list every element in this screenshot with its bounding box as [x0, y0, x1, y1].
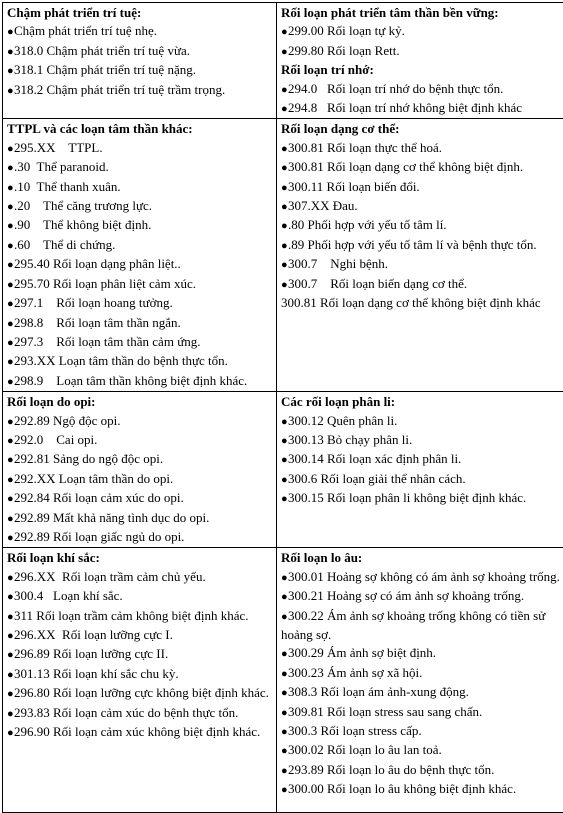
bullet-icon: ●: [7, 295, 14, 313]
list-item: [281, 683, 563, 702]
bullet-icon: ●: [281, 569, 288, 587]
bullet-icon: ●: [281, 608, 288, 626]
list-item-text: 307.XX Đau.: [288, 198, 358, 213]
list-item: [7, 665, 272, 684]
list-item: [7, 626, 272, 645]
list-item: [281, 741, 563, 760]
list-item: [281, 275, 563, 294]
bullet-icon: ●: [281, 490, 288, 508]
list-item-text: 294.8 Rối loạn trí nhớ không biệt định khác: [288, 100, 522, 115]
list-item: [7, 22, 272, 41]
list-item: [7, 704, 272, 723]
bullet-icon: ●: [281, 413, 288, 431]
bullet-icon: ●: [7, 471, 14, 489]
list-item: [281, 294, 563, 312]
bullet-icon: ●: [7, 510, 14, 528]
category-cell-right: [277, 3, 563, 119]
bullet-icon: ●: [281, 742, 288, 760]
bullet-icon: ●: [281, 432, 288, 450]
bullet-icon: ●: [281, 723, 288, 741]
list-item: [281, 236, 563, 255]
bullet-icon: ●: [281, 159, 288, 177]
list-item-text: 292.84 Rối loạn cảm xúc do opi.: [14, 490, 184, 505]
section-title: Rối loạn khí sắc:: [7, 549, 272, 567]
bullet-icon: ●: [281, 762, 288, 780]
list-item-text: 300.81 Rối loạn dạng cơ thể không biệt định.: [288, 159, 523, 174]
list-item: [281, 703, 563, 722]
list-item-text: 300.22 Ám ảnh sợ khoảng trống không có tiền sử hoảng sợ.: [281, 608, 549, 642]
list-item: [7, 178, 272, 197]
list-item: [281, 431, 563, 450]
list-item: [7, 294, 272, 313]
list-item: [7, 372, 272, 391]
list-item: [7, 333, 272, 352]
list-item: [7, 139, 272, 158]
list-item: [281, 568, 563, 587]
list-item: [7, 568, 272, 587]
bullet-icon: ●: [7, 569, 14, 587]
bullet-icon: ●: [281, 588, 288, 606]
list-item-text: 293.83 Rối loạn cảm xúc do bệnh thực tổn.: [14, 705, 238, 720]
bullet-icon: ●: [7, 724, 14, 742]
list-item: [281, 80, 563, 99]
bullet-icon: ●: [7, 23, 14, 41]
list-item-text: 300.23 Ám ảnh sợ xã hội.: [288, 665, 422, 680]
bullet-icon: ●: [281, 276, 288, 294]
list-item: [7, 645, 272, 664]
list-item-text: 300.81 Rối loạn thực thể hoá.: [288, 140, 442, 155]
list-item: [281, 607, 563, 645]
list-item-text: 292.89 Ngộ độc opi.: [14, 413, 121, 428]
list-item-text: .89 Phối hợp với yếu tố tâm lí và bệnh thực tổn.: [288, 237, 537, 252]
list-item: [281, 644, 563, 663]
bullet-icon: ●: [281, 781, 288, 799]
bullet-icon: ●: [7, 43, 14, 61]
list-item-text: .20 Thể căng trương lực.: [14, 198, 152, 213]
list-item: [281, 42, 563, 61]
list-item-text: 293.XX Loạn tâm thần do bệnh thực tổn.: [14, 353, 228, 368]
bullet-icon: ●: [281, 217, 288, 235]
list-item-text: 292.81 Sảng do ngộ độc opi.: [14, 451, 163, 466]
table-row: [3, 548, 563, 813]
bullet-icon: ●: [7, 705, 14, 723]
list-item: [7, 236, 272, 255]
list-item: [281, 139, 563, 158]
section-title: TTPL và các loạn tâm thần khác:: [7, 120, 272, 138]
classification-table: [2, 2, 563, 813]
bullet-icon: ●: [281, 81, 288, 99]
list-item: [7, 450, 272, 469]
list-item-text: 300.21 Hoảng sợ có ám ảnh sợ khoảng trống.: [288, 588, 524, 603]
category-cell-right: [277, 548, 563, 813]
list-item-text: 318.0 Chậm phát triển trí tuệ vừa.: [14, 43, 190, 58]
list-item-text: 308.3 Rối loạn ám ảnh-xung động.: [288, 684, 469, 699]
list-item-text: 292.XX Loạn tâm thần do opi.: [14, 471, 173, 486]
list-item: [7, 314, 272, 333]
bullet-icon: ●: [7, 315, 14, 333]
category-cell-left: [3, 3, 277, 119]
list-item-text: 300.7 Nghi bệnh.: [288, 256, 388, 271]
list-item-text: 294.0 Rối loạn trí nhớ do bệnh thực tổn.: [288, 81, 503, 96]
section-title: Rối loạn do opi:: [7, 393, 272, 411]
list-item: [7, 509, 272, 528]
list-item-text: 300.02 Rối loạn lo âu lan toả.: [288, 742, 442, 757]
list-item: [281, 722, 563, 741]
list-item-text: 300.7 Rối loạn biến dạng cơ thể.: [288, 276, 467, 291]
bullet-icon: ●: [7, 666, 14, 684]
list-item: [281, 255, 563, 274]
bullet-icon: ●: [7, 334, 14, 352]
table-row: [3, 119, 563, 392]
list-item: [281, 216, 563, 235]
list-item-text: 295.40 Rối loạn dạng phân liệt..: [14, 256, 181, 271]
list-item-text: 296.90 Rối loạn cảm xúc không biệt định khác.: [14, 724, 260, 739]
bullet-icon: ●: [281, 704, 288, 722]
list-item-text: 292.89 Rối loạn giấc ngủ do opi.: [14, 529, 184, 544]
category-cell-left: [3, 392, 277, 548]
list-item: [281, 470, 563, 489]
bullet-icon: ●: [7, 82, 14, 100]
bullet-icon: ●: [7, 256, 14, 274]
list-item-text: 300.01 Hoảng sợ không có ám ảnh sợ khoảng trống.: [288, 569, 560, 584]
list-item-text: 300.15 Rối loạn phân li không biệt định khác.: [288, 490, 526, 505]
list-item-text: 298.9 Loạn tâm thần không biệt định khác.: [14, 373, 247, 388]
table-row: [3, 3, 563, 119]
list-item: [7, 607, 272, 626]
category-cell-left: [3, 548, 277, 813]
list-item-text: 318.1 Chậm phát triển trí tuệ nặng.: [14, 62, 196, 77]
list-item-text: 300.00 Rối loạn lo âu không biệt định khác.: [288, 781, 516, 796]
list-item: [7, 216, 272, 235]
list-item-text: 300.13 Bỏ chạy phân li.: [288, 432, 412, 447]
list-item-text: .80 Phối hợp với yếu tố tâm lí.: [288, 217, 447, 232]
list-item: [281, 761, 563, 780]
list-item-text: 300.12 Quên phân li.: [288, 413, 397, 428]
list-item: [7, 723, 272, 742]
list-item-text: 309.81 Rối loạn stress sau sang chấn.: [288, 704, 482, 719]
bullet-icon: ●: [7, 159, 14, 177]
list-item-text: 295.XX TTPL.: [14, 140, 103, 155]
list-item: [7, 61, 272, 80]
list-item-text: 296.XX Rối loạn lưỡng cực I.: [14, 627, 173, 642]
bullet-icon: ●: [7, 373, 14, 391]
list-item: [281, 664, 563, 683]
category-cell-left: [3, 119, 277, 392]
list-item: [7, 684, 272, 703]
bullet-icon: ●: [281, 198, 288, 216]
list-item: [281, 587, 563, 606]
bullet-icon: ●: [281, 237, 288, 255]
bullet-icon: ●: [281, 471, 288, 489]
section-title: Các rối loạn phân li:: [281, 393, 563, 411]
bullet-icon: ●: [7, 62, 14, 80]
bullet-icon: ●: [281, 100, 288, 118]
bullet-icon: ●: [281, 256, 288, 274]
list-item-text: 296.XX Rối loạn trầm cảm chủ yếu.: [14, 569, 206, 584]
section-title: Rối loạn phát triển tâm thần bền vững:: [281, 4, 563, 22]
list-item: [281, 197, 563, 216]
list-item-text: 300.14 Rối loạn xác định phân li.: [288, 451, 461, 466]
section-title: Rối loạn dạng cơ thể:: [281, 120, 563, 138]
bullet-icon: ●: [7, 685, 14, 703]
bullet-icon: ●: [281, 23, 288, 41]
list-item: [7, 197, 272, 216]
bullet-icon: ●: [7, 588, 14, 606]
list-item: [281, 412, 563, 431]
list-item: [7, 431, 272, 450]
bullet-icon: ●: [7, 276, 14, 294]
bullet-icon: ●: [7, 217, 14, 235]
bullet-icon: ●: [7, 140, 14, 158]
table-row: [3, 392, 563, 548]
bullet-icon: ●: [7, 432, 14, 450]
list-item: [281, 158, 563, 177]
list-item-text: 311 Rối loạn trầm cảm không biệt định khác.: [14, 608, 249, 623]
list-item-text: .30 Thể paranoid.: [14, 159, 109, 174]
list-item-text: 292.0 Cai opi.: [14, 432, 97, 447]
list-item: [7, 412, 272, 431]
list-item: [7, 587, 272, 606]
bullet-icon: ●: [281, 451, 288, 469]
category-cell-right: [277, 119, 563, 392]
list-item: [7, 81, 272, 100]
bullet-icon: ●: [7, 490, 14, 508]
list-item-text: .10 Thể thanh xuân.: [14, 179, 121, 194]
list-item-text: 301.13 Rối loạn khí sắc chu kỳ.: [14, 666, 179, 681]
bullet-icon: ●: [281, 684, 288, 702]
bullet-icon: ●: [7, 413, 14, 431]
list-item-text: 300.4 Loạn khí sắc.: [14, 588, 123, 603]
list-item-text: 318.2 Chậm phát triển trí tuệ trầm trọng.: [14, 82, 225, 97]
bullet-icon: ●: [281, 179, 288, 197]
list-item: [281, 178, 563, 197]
bullet-icon: ●: [281, 43, 288, 61]
list-item: [7, 42, 272, 61]
list-item: [7, 470, 272, 489]
bullet-icon: ●: [7, 608, 14, 626]
section-title: Rối loạn lo âu:: [281, 549, 563, 567]
list-item-text: 296.80 Rối loạn lưỡng cực không biệt định khác.: [14, 685, 269, 700]
bullet-icon: ●: [7, 353, 14, 371]
list-item: [281, 489, 563, 508]
list-item-text: 300.6 Rối loạn giải thể nhân cách.: [288, 471, 466, 486]
section-title: Rối loạn trí nhớ:: [281, 61, 563, 79]
bullet-icon: ●: [7, 646, 14, 664]
list-item-text: 296.89 Rối loạn lưỡng cực II.: [14, 646, 168, 661]
list-item-text: 300.11 Rối loạn biến đổi.: [288, 179, 420, 194]
category-cell-right: [277, 392, 563, 548]
list-item-text: Chậm phát triển trí tuệ nhẹ.: [14, 23, 157, 38]
list-item: [281, 450, 563, 469]
list-item: [7, 528, 272, 547]
bullet-icon: ●: [281, 665, 288, 683]
list-item-text: 300.29 Ám ảnh sợ biệt định.: [288, 645, 436, 660]
bullet-icon: ●: [7, 451, 14, 469]
list-item-text: 298.8 Rối loạn tâm thần ngắn.: [14, 315, 181, 330]
list-item-text: .90 Thể không biệt định.: [14, 217, 151, 232]
list-item-text: 293.89 Rối loạn lo âu do bệnh thực tổn.: [288, 762, 494, 777]
list-item-text: 297.3 Rối loạn tâm thần cảm ứng.: [14, 334, 201, 349]
list-item-text: 292.89 Mất khả năng tình dục do opi.: [14, 510, 209, 525]
list-item-text: 299.00 Rối loạn tự kỷ.: [288, 23, 405, 38]
list-item: [7, 255, 272, 274]
bullet-icon: ●: [7, 529, 14, 547]
list-item: [7, 352, 272, 371]
bullet-icon: ●: [7, 627, 14, 645]
bullet-icon: ●: [7, 237, 14, 255]
list-item-text: 299.80 Rối loạn Rett.: [288, 43, 400, 58]
document-page: [2, 2, 561, 801]
bullet-icon: ●: [7, 198, 14, 216]
list-item: [7, 489, 272, 508]
list-item: [7, 275, 272, 294]
list-item: [281, 22, 563, 41]
list-item: [281, 780, 563, 799]
bullet-icon: ●: [281, 140, 288, 158]
bullet-icon: ●: [281, 645, 288, 663]
bullet-icon: ●: [7, 179, 14, 197]
list-item: [7, 158, 272, 177]
list-item-text: 300.3 Rối loạn stress cấp.: [288, 723, 422, 738]
list-item-text: 297.1 Rối loạn hoang tưởng.: [14, 295, 173, 310]
list-item: [281, 99, 563, 118]
section-title: Chậm phát triển trí tuệ:: [7, 4, 272, 22]
list-item-text: 295.70 Rối loạn phân liệt cảm xúc.: [14, 276, 196, 291]
list-item-text: .60 Thể di chứng.: [14, 237, 115, 252]
list-item-text: 300.81 Rối loạn dạng cơ thể không biệt định khác: [281, 295, 541, 310]
